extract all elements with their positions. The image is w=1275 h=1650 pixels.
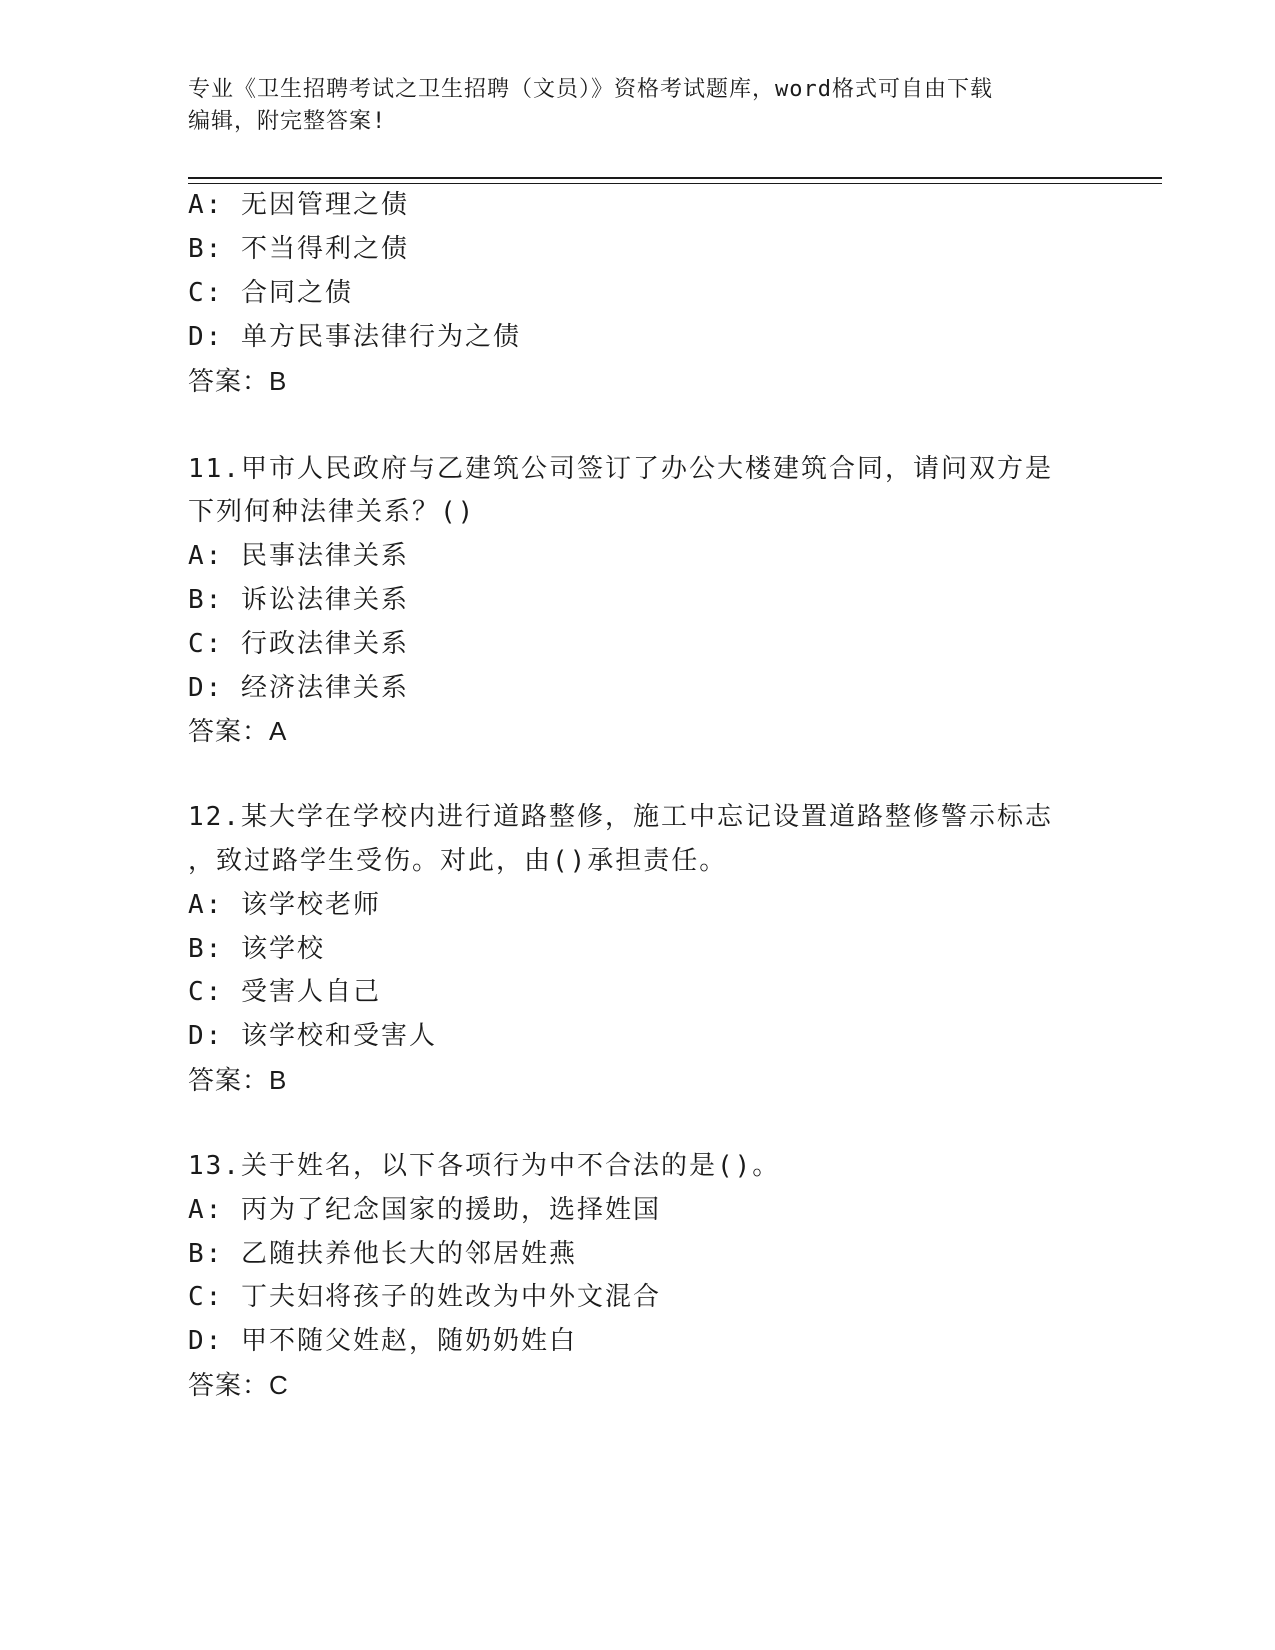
q11-stem-line-2: 下列何种法律关系？() xyxy=(188,497,476,527)
q12-option-a: A: 该学校老师 xyxy=(188,890,381,920)
q10-option-d: D: 单方民事法律行为之债 xyxy=(188,322,521,352)
q12-stem-line-2: ，致过路学生受伤。对此，由()承担责任。 xyxy=(188,846,728,876)
q10-option-a: A: 无因管理之债 xyxy=(188,190,409,220)
q13-answer: 答案：C xyxy=(188,1370,289,1400)
q10-option-c: C: 合同之债 xyxy=(188,278,353,308)
q13-option-a: A: 丙为了纪念国家的援助，选择姓国 xyxy=(188,1195,661,1225)
q11-stem-line-1: 11.甲市人民政府与乙建筑公司签订了办公大楼建筑合同，请问双方是 xyxy=(188,454,1053,484)
document-header xyxy=(188,74,1088,138)
q11-answer: 答案：A xyxy=(188,716,288,746)
q12-stem-line-1: 12.某大学在学校内进行道路整修，施工中忘记设置道路整修警示标志 xyxy=(188,802,1053,832)
q11-option-c: C: 行政法律关系 xyxy=(188,629,409,659)
q11-option-b: B: 诉讼法律关系 xyxy=(188,585,409,615)
q12-option-b: B: 该学校 xyxy=(188,934,325,964)
q11-option-a: A: 民事法律关系 xyxy=(188,541,409,571)
header-line-2: 编辑，附完整答案! xyxy=(188,109,387,134)
header-line-1: 专业《卫生招聘考试之卫生招聘（文员）》资格考试题库，word格式可自由下载 xyxy=(188,77,993,102)
header-divider-thick xyxy=(188,177,1162,179)
q10-answer: 答案：B xyxy=(188,366,288,396)
q13-option-b: B: 乙随扶养他长大的邻居姓燕 xyxy=(188,1239,577,1269)
q12-answer: 答案：B xyxy=(188,1065,288,1095)
q13-option-c: C: 丁夫妇将孩子的姓改为中外文混合 xyxy=(188,1282,661,1312)
header-divider-thin xyxy=(188,183,1162,184)
q12-option-d: D: 该学校和受害人 xyxy=(188,1021,437,1051)
q11-option-d: D: 经济法律关系 xyxy=(188,673,409,703)
q13-option-d: D: 甲不随父姓赵，随奶奶姓白 xyxy=(188,1326,577,1356)
q12-option-c: C: 受害人自己 xyxy=(188,977,381,1007)
q10-option-b: B: 不当得利之债 xyxy=(188,234,409,264)
q13-stem-line-1: 13.关于姓名，以下各项行为中不合法的是()。 xyxy=(188,1151,781,1181)
